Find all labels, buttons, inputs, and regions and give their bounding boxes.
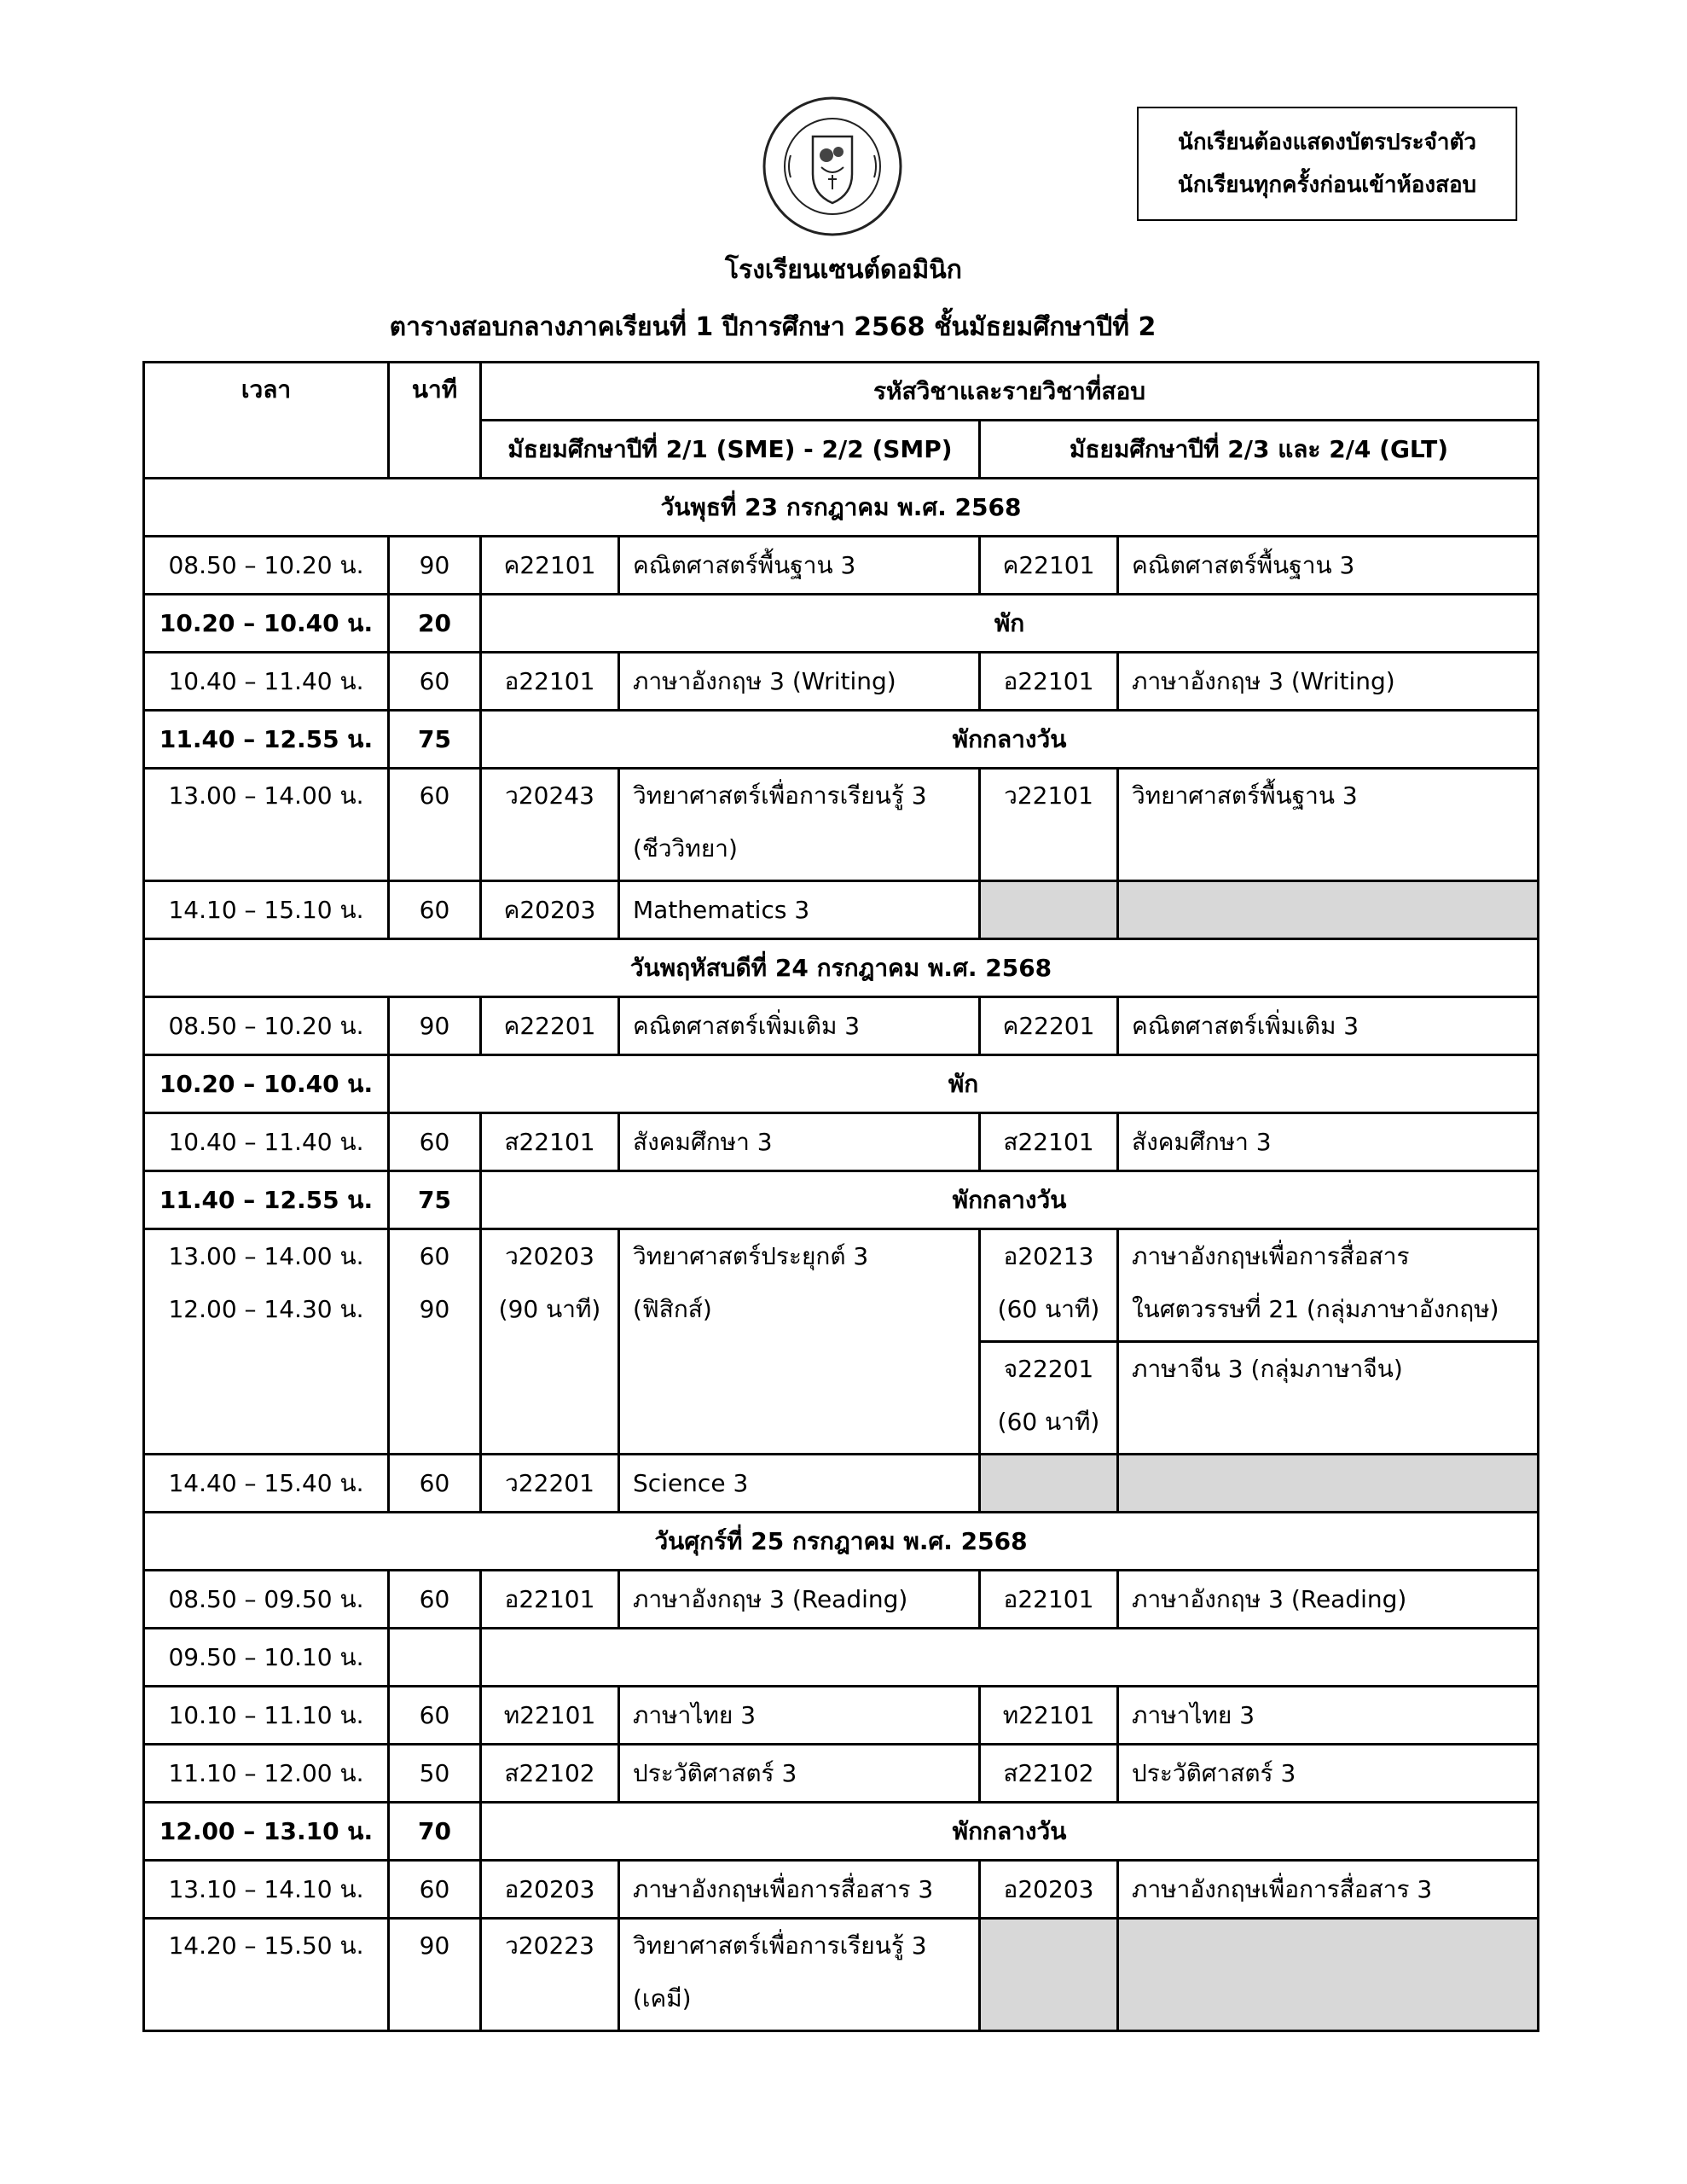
minutes-cell: 70	[389, 1803, 481, 1861]
minutes-cell: 60	[389, 1113, 481, 1171]
subject-name-a	[619, 1919, 980, 2031]
header-minutes: นาที	[389, 363, 481, 479]
name-line-1: วิทยาศาสตร์ประยุกต์ 3	[633, 1242, 869, 1270]
time-cell: 10.40 – 11.40 น.	[144, 1113, 389, 1171]
code-text: ว20203	[505, 1242, 594, 1270]
subject-name-a: Science 3	[619, 1455, 980, 1513]
minutes-cell: 50	[389, 1745, 481, 1803]
subject-name-a: ภาษาอังกฤษ 3 (Reading)	[619, 1571, 980, 1629]
time-cell: 14.10 – 15.10 น.	[144, 881, 389, 939]
break-label: พักกลางวัน	[481, 711, 1539, 769]
minutes-text: 90	[419, 1931, 450, 1960]
subject-code-a: ว22201	[481, 1455, 619, 1513]
table-row	[144, 537, 1539, 595]
break-label: พัก	[481, 595, 1539, 653]
exam-schedule-table	[142, 361, 1539, 2032]
minutes-cell: 60	[389, 653, 481, 711]
minutes-cell	[389, 769, 481, 881]
day-header-row	[144, 939, 1539, 997]
name-line-2: ในศตวรรษที่ 21 (กลุ่มภาษาอังกฤษ)	[1132, 1295, 1499, 1323]
day-title: วันศุกร์ที่ 25 กรกฎาคม พ.ศ. 2568	[144, 1513, 1539, 1571]
minutes-cell: 60	[389, 1455, 481, 1513]
subject-code-a: อ22101	[481, 653, 619, 711]
minutes-cell	[389, 1919, 481, 2031]
subject-name-a: คณิตศาสตร์เพิ่มเติม 3	[619, 997, 980, 1055]
time-cell: 12.00 – 13.10 น.	[144, 1803, 389, 1861]
subject-code-a: อ20203	[481, 1861, 619, 1919]
empty-cell	[980, 1919, 1118, 2031]
time-cell: 09.50 – 10.10 น.	[144, 1629, 389, 1687]
subject-code-a: ส22101	[481, 1113, 619, 1171]
minutes-cell	[389, 1229, 481, 1455]
subject-code-a: ค20203	[481, 881, 619, 939]
break-row	[144, 711, 1539, 769]
name-line-2: (ฟิสิกส์)	[633, 1295, 712, 1323]
minutes-cell: 60	[389, 1687, 481, 1745]
table-row	[144, 1861, 1539, 1919]
duration-text: (60 นาที)	[997, 1295, 1100, 1323]
table-row	[144, 1629, 1539, 1687]
table-row	[144, 1113, 1539, 1171]
subject-name-a: ภาษาอังกฤษเพื่อการสื่อสาร 3	[619, 1861, 980, 1919]
table-row	[144, 997, 1539, 1055]
code-text: ว20243	[505, 781, 594, 810]
id-card-notice-box	[1137, 107, 1517, 221]
subject-name-b	[1118, 769, 1539, 881]
time-cell: 10.20 – 10.40 น.	[144, 595, 389, 653]
subject-code-a	[481, 769, 619, 881]
header-subjects: รหัสวิชาและรายวิชาที่สอบ	[481, 363, 1539, 421]
school-crest-logo	[762, 96, 903, 237]
subject-code-a: อ22101	[481, 1571, 619, 1629]
duration-text: (60 นาที)	[997, 1408, 1100, 1436]
empty-cell	[980, 1455, 1118, 1513]
name-line-1: วิทยาศาสตร์เพื่อการเรียนรู้ 3	[633, 781, 927, 810]
subject-name-a	[619, 769, 980, 881]
minutes-cell: 90	[389, 537, 481, 595]
subject-name-b	[1118, 1229, 1539, 1342]
subject-name-a	[619, 1229, 980, 1455]
time-cell	[144, 769, 389, 881]
subject-code-b: อ22101	[980, 1571, 1118, 1629]
code-text: จ22201	[1003, 1355, 1094, 1383]
empty-cell	[1118, 881, 1539, 939]
table-row	[144, 1687, 1539, 1745]
time-text-2: 12.00 – 14.30 น.	[168, 1295, 364, 1323]
day-header-row	[144, 1513, 1539, 1571]
subject-code-a: ท22101	[481, 1687, 619, 1745]
school-name: โรงเรียนเซนต์ดอมินิก	[725, 255, 962, 285]
time-text: 13.00 – 14.00 น.	[168, 781, 364, 810]
time-text: 14.20 – 15.50 น.	[168, 1931, 364, 1960]
table-row	[144, 1919, 1539, 2031]
subject-name-a: Mathematics 3	[619, 881, 980, 939]
notice-line-2: นักเรียนทุกครั้งก่อนเข้าห้องสอบ	[1177, 172, 1477, 198]
subject-name-c	[1118, 1342, 1539, 1455]
time-cell: 08.50 – 10.20 น.	[144, 537, 389, 595]
minutes-text: 60	[419, 781, 450, 810]
table-row	[144, 769, 1539, 881]
minutes-cell: 60	[389, 1861, 481, 1919]
notice-line-1: นักเรียนต้องแสดงบัตรประจำตัว	[1178, 130, 1476, 155]
subject-code-b	[980, 1229, 1118, 1342]
table-row	[144, 1745, 1539, 1803]
minutes-text-2: 90	[419, 1295, 450, 1323]
duration-text: (90 นาที)	[498, 1295, 601, 1323]
time-cell: 11.40 – 12.55 น.	[144, 1171, 389, 1229]
subject-code-a: ค22201	[481, 997, 619, 1055]
subject-name-a: สังคมศึกษา 3	[619, 1113, 980, 1171]
minutes-cell: 90	[389, 997, 481, 1055]
time-cell: 13.10 – 14.10 น.	[144, 1861, 389, 1919]
time-cell: 11.40 – 12.55 น.	[144, 711, 389, 769]
subject-name-b: ภาษาอังกฤษ 3 (Reading)	[1118, 1571, 1539, 1629]
subject-name-a: ภาษาไทย 3	[619, 1687, 980, 1745]
time-cell: 11.10 – 12.00 น.	[144, 1745, 389, 1803]
header-group-a: มัธยมศึกษาปีที่ 2/1 (SME) - 2/2 (SMP)	[481, 421, 980, 479]
subject-name-a: ประวัติศาสตร์ 3	[619, 1745, 980, 1803]
time-cell: 10.20 – 10.40 น.	[144, 1055, 389, 1113]
table-row	[144, 1571, 1539, 1629]
subject-code-b	[980, 769, 1118, 881]
subject-code-b: อ20203	[980, 1861, 1118, 1919]
time-cell: 08.50 – 10.20 น.	[144, 997, 389, 1055]
time-cell: 10.10 – 11.10 น.	[144, 1687, 389, 1745]
time-cell	[144, 1919, 389, 2031]
code-text: ว22101	[1004, 781, 1093, 810]
subject-code-a	[481, 1229, 619, 1455]
table-row	[144, 1455, 1539, 1513]
subject-name-b: คณิตศาสตร์เพิ่มเติม 3	[1118, 997, 1539, 1055]
subject-name-a: ภาษาอังกฤษ 3 (Writing)	[619, 653, 980, 711]
minutes-cell: 60	[389, 1571, 481, 1629]
empty-cell	[1118, 1919, 1539, 2031]
table-row	[144, 653, 1539, 711]
name-line-2: (ชีววิทยา)	[633, 834, 738, 863]
name-line-1: วิทยาศาสตร์เพื่อการเรียนรู้ 3	[633, 1931, 927, 1960]
subject-name-b: สังคมศึกษา 3	[1118, 1113, 1539, 1171]
subject-code-a	[481, 1919, 619, 2031]
subject-name-b: ภาษาอังกฤษ 3 (Writing)	[1118, 653, 1539, 711]
break-row	[144, 1171, 1539, 1229]
subject-code-a: ค22101	[481, 537, 619, 595]
exam-schedule-title: ตารางสอบกลางภาคเรียนที่ 1 ปีการศึกษา 2568 ชั้นมัธยมศึกษาปีที่ 2	[389, 312, 1157, 342]
code-text: ว20223	[505, 1931, 594, 1960]
subject-code-b: อ22101	[980, 653, 1118, 711]
table-row	[144, 1229, 1539, 1342]
header-time: เวลา	[144, 363, 389, 479]
subject-code-b: ค22201	[980, 997, 1118, 1055]
time-cell: 10.40 – 11.40 น.	[144, 653, 389, 711]
subject-name-b: ภาษาอังกฤษเพื่อการสื่อสาร 3	[1118, 1861, 1539, 1919]
subject-code-b: ท22101	[980, 1687, 1118, 1745]
subject-code-b: ส22101	[980, 1113, 1118, 1171]
time-cell: 08.50 – 09.50 น.	[144, 1571, 389, 1629]
subject-name-a: คณิตศาสตร์พื้นฐาน 3	[619, 537, 980, 595]
minutes-cell: 75	[389, 1171, 481, 1229]
name-text: วิทยาศาสตร์พื้นฐาน 3	[1132, 781, 1358, 810]
subject-name-b: ประวัติศาสตร์ 3	[1118, 1745, 1539, 1803]
day-title: วันพฤหัสบดีที่ 24 กรกฎาคม พ.ศ. 2568	[144, 939, 1539, 997]
subject-code-b: ค22101	[980, 537, 1118, 595]
name-text: ภาษาจีน 3 (กลุ่มภาษาจีน)	[1132, 1355, 1403, 1383]
break-label: พัก	[389, 1055, 1539, 1113]
break-row	[144, 595, 1539, 653]
break-label: พักกลางวัน	[481, 1171, 1539, 1229]
break-row	[144, 1803, 1539, 1861]
subject-name-b: ภาษาไทย 3	[1118, 1687, 1539, 1745]
code-text: อ20213	[1003, 1242, 1094, 1270]
name-line-1: ภาษาอังกฤษเพื่อการสื่อสาร	[1132, 1242, 1410, 1270]
subject-name-b: คณิตศาสตร์พื้นฐาน 3	[1118, 537, 1539, 595]
table-header-row	[144, 363, 1539, 421]
minutes-cell: 20	[389, 595, 481, 653]
time-cell: 14.40 – 15.40 น.	[144, 1455, 389, 1513]
table-row	[144, 881, 1539, 939]
break-row	[144, 1055, 1539, 1113]
day-title: วันพุธที่ 23 กรกฎาคม พ.ศ. 2568	[144, 479, 1539, 537]
subject-code-c	[980, 1342, 1118, 1455]
subject-code-b: ส22102	[980, 1745, 1118, 1803]
time-cell	[144, 1229, 389, 1455]
time-text-1: 13.00 – 14.00 น.	[168, 1242, 364, 1270]
minutes-cell	[389, 1629, 481, 1687]
empty-cell	[1118, 1455, 1539, 1513]
break-label: พักกลางวัน	[481, 1803, 1539, 1861]
day-header-row	[144, 479, 1539, 537]
name-line-2: (เคมี)	[633, 1984, 692, 2013]
minutes-cell: 75	[389, 711, 481, 769]
minutes-text-1: 60	[419, 1242, 450, 1270]
empty-cell	[980, 881, 1118, 939]
empty-cell	[481, 1629, 1539, 1687]
minutes-cell: 60	[389, 881, 481, 939]
header-group-b: มัธยมศึกษาปีที่ 2/3 และ 2/4 (GLT)	[980, 421, 1539, 479]
subject-code-a: ส22102	[481, 1745, 619, 1803]
